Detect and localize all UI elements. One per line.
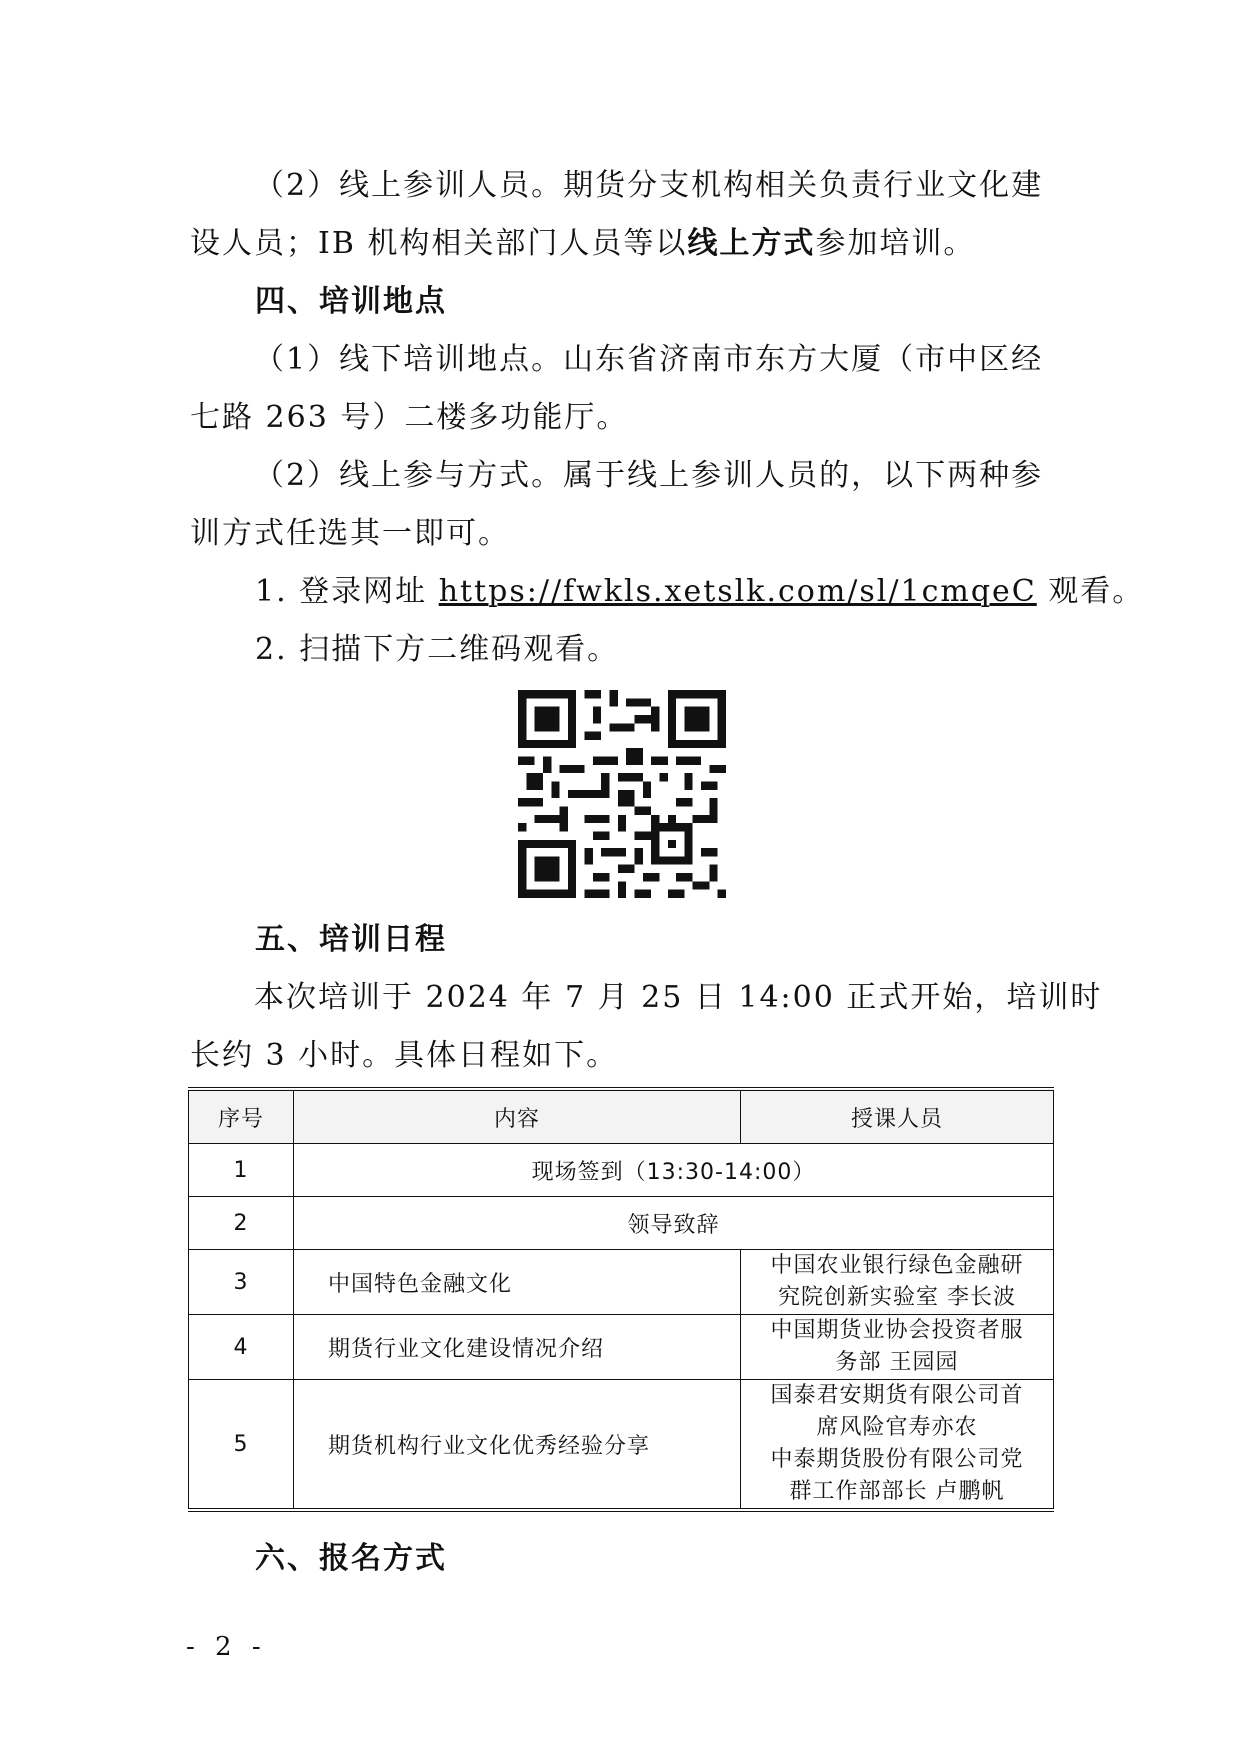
table-row — [189, 1197, 1054, 1250]
paragraph-schedule-intro-line1: 本次培训于 2024 年 7 月 25 日 14:00 正式开始，培训时 — [254, 980, 1103, 1015]
row-content: 领导致辞 — [294, 1197, 1054, 1250]
paragraph-online-method-line2: 训方式任选其一即可。 — [190, 516, 510, 551]
row-teacher: 中国农业银行绿色金融研 究院创新实验室 李长波 — [741, 1250, 1054, 1315]
row-no: 2 — [189, 1197, 294, 1250]
row-content: 中国特色金融文化 — [294, 1250, 741, 1315]
header-content: 内容 — [294, 1089, 741, 1144]
schedule-table — [188, 1087, 1054, 1512]
heading-training-location: 四、培训地点 — [255, 284, 447, 319]
page-number: - 2 - — [186, 1632, 267, 1662]
table-row — [189, 1315, 1054, 1380]
row-teacher: 国泰君安期货有限公司首 席风险官寿亦农 中泰期货股份有限公司党 群工作部部长 卢鹏帆 — [741, 1380, 1054, 1511]
list-item-url: 1. 登录网址 https://fwkls.xetslk.com/sl/1cmqeC 观看。 — [255, 574, 1145, 609]
table-row — [189, 1144, 1054, 1197]
row-content: 现场签到（13:30-14:00） — [294, 1144, 1054, 1197]
paragraph-offline-location-line1: （1）线下培训地点。山东省济南市东方大厦（市中区经 — [254, 342, 1044, 377]
row-no: 5 — [189, 1380, 294, 1511]
paragraph-offline-location-line2: 七路 263 号）二楼多功能厅。 — [190, 400, 629, 435]
header-teacher: 授课人员 — [741, 1089, 1054, 1144]
row-content: 期货机构行业文化优秀经验分享 — [294, 1380, 741, 1511]
qr-code-icon[interactable] — [518, 690, 726, 898]
table-header-row — [189, 1089, 1054, 1144]
paragraph-schedule-intro-line2: 长约 3 小时。具体日程如下。 — [190, 1038, 619, 1073]
row-teacher: 中国期货业协会投资者服 务部 王园园 — [741, 1315, 1054, 1380]
paragraph-online-method-line1: （2）线上参与方式。属于线上参训人员的，以下两种参 — [254, 458, 1044, 493]
paragraph-online-participants-line1: （2）线上参训人员。期货分支机构相关负责行业文化建 — [254, 168, 1044, 203]
training-url-link[interactable]: https://fwkls.xetslk.com/sl/1cmqeC — [438, 574, 1037, 609]
bold-online-method: 线上方式 — [687, 226, 816, 261]
row-no: 1 — [189, 1144, 294, 1197]
row-no: 4 — [189, 1315, 294, 1380]
row-content: 期货行业文化建设情况介绍 — [294, 1315, 741, 1380]
list-item-qr: 2. 扫描下方二维码观看。 — [255, 632, 620, 667]
heading-registration-method: 六、报名方式 — [255, 1541, 447, 1576]
table-row — [189, 1250, 1054, 1315]
row-no: 3 — [189, 1250, 294, 1315]
table-row — [189, 1380, 1054, 1511]
paragraph-online-participants-line2: 设人员；IB 机构相关部门人员等以线上方式参加培训。 — [190, 226, 976, 261]
heading-training-schedule: 五、培训日程 — [255, 922, 447, 957]
header-no: 序号 — [189, 1089, 294, 1144]
